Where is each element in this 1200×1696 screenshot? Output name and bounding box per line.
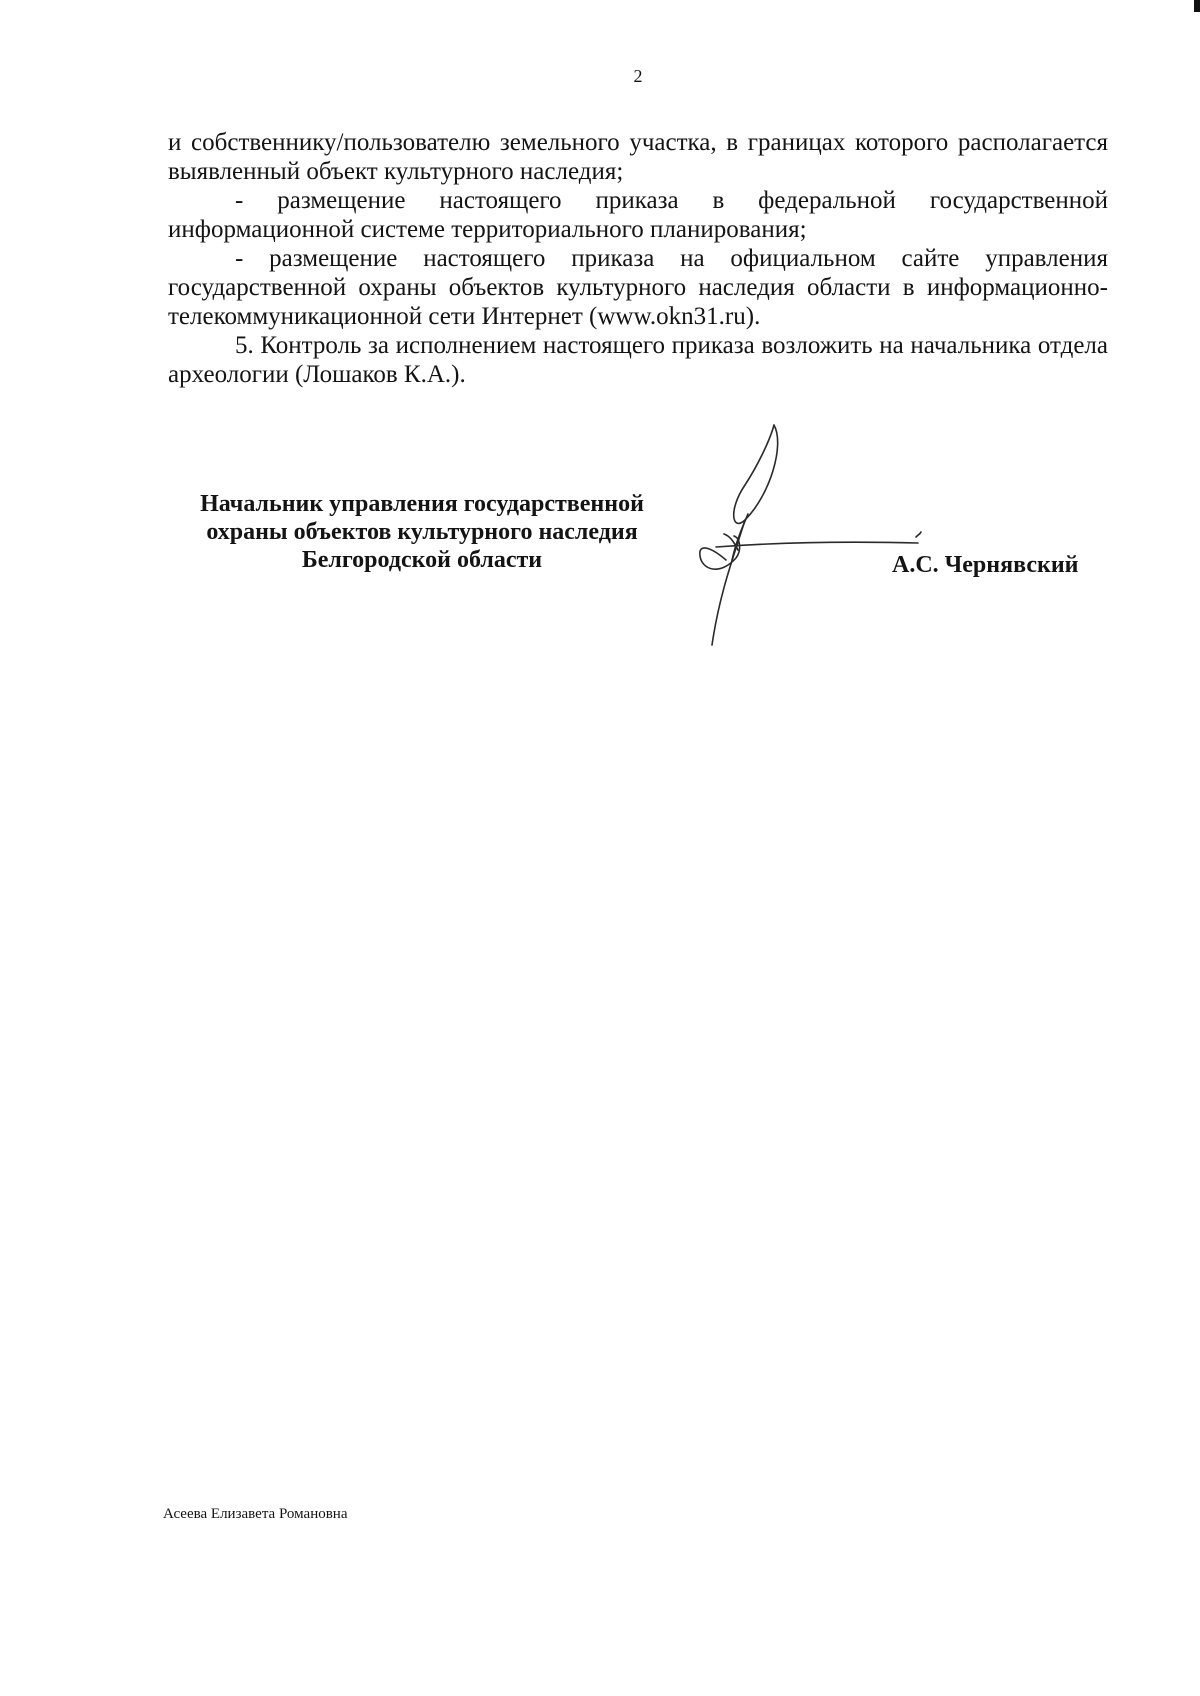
signatory-position-line: Белгородской области	[301, 547, 543, 573]
paragraph-official-site: - размещение настоящего приказа на официальном сайте управления государственной охраны объектов культурного наследия области в информационно-телекоммуникационной сети Интернет (www.okn31.ru).	[168, 245, 1108, 330]
signatory-name: А.С. Чернявский	[892, 552, 1079, 578]
signatory-position-line: Начальник управления государственной	[200, 491, 644, 517]
signatory-position-line: охраны объектов культурного наследия	[206, 519, 638, 545]
paragraph-owner-notification: и собственнику/пользователю земельного участка, в границах которого располагается выявленный объект культурного наследия;	[168, 129, 1108, 185]
scan-edge-mark	[1194, 0, 1200, 12]
handwritten-signature	[690, 410, 950, 660]
paragraph-control: 5. Контроль за исполнением настоящего приказа возложить на начальника отдела археологии (Лошаков К.А.).	[168, 332, 1108, 388]
page-number: 2	[633, 66, 643, 86]
document-body	[168, 128, 1108, 389]
paragraph-federal-system: - размещение настоящего приказа в федеральной государственной информационной системе территориального планирования;	[168, 187, 1108, 243]
executor-name: Асеева Елизавета Романовна	[163, 1506, 348, 1522]
signatory-position	[168, 490, 676, 574]
